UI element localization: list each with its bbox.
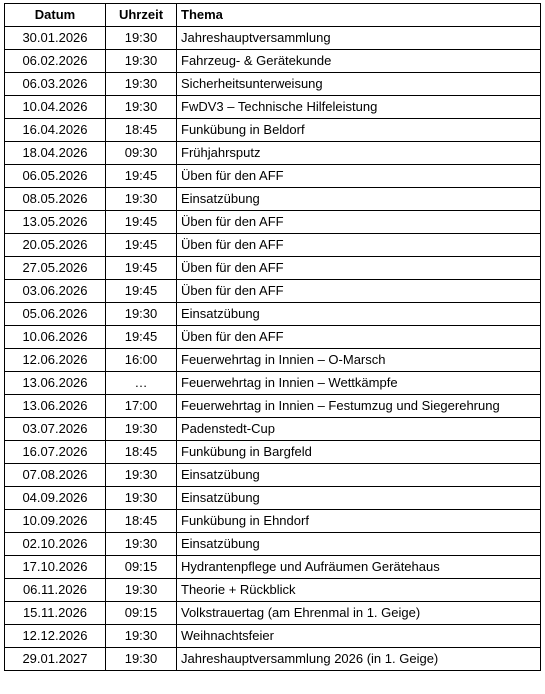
cell-date: 17.10.2026	[5, 556, 106, 579]
cell-time: 19:30	[106, 579, 177, 602]
cell-topic: Üben für den AFF	[177, 280, 541, 303]
cell-time: 19:45	[106, 211, 177, 234]
cell-date: 06.11.2026	[5, 579, 106, 602]
cell-date: 07.08.2026	[5, 464, 106, 487]
table-row	[5, 73, 541, 96]
cell-date: 04.09.2026	[5, 487, 106, 510]
table-row	[5, 119, 541, 142]
cell-topic: Funkübung in Beldorf	[177, 119, 541, 142]
table-row	[5, 142, 541, 165]
cell-time: 19:30	[106, 464, 177, 487]
cell-topic: Einsatzübung	[177, 533, 541, 556]
table-row	[5, 533, 541, 556]
cell-topic: Üben für den AFF	[177, 326, 541, 349]
table-header-row	[5, 4, 541, 27]
cell-date: 30.01.2026	[5, 27, 106, 50]
table-row	[5, 418, 541, 441]
cell-time: 19:30	[106, 533, 177, 556]
cell-topic: Jahreshauptversammlung 2026 (in 1. Geige)	[177, 648, 541, 671]
header-time: Uhrzeit	[106, 4, 177, 27]
cell-date: 16.07.2026	[5, 441, 106, 464]
cell-time: 19:30	[106, 50, 177, 73]
cell-topic: Feuerwehrtag in Innien – Festumzug und Siegerehrung	[177, 395, 541, 418]
cell-topic: Sicherheitsunterweisung	[177, 73, 541, 96]
cell-topic: Üben für den AFF	[177, 257, 541, 280]
cell-date: 06.02.2026	[5, 50, 106, 73]
cell-topic: Weihnachtsfeier	[177, 625, 541, 648]
table-row	[5, 487, 541, 510]
cell-time: 18:45	[106, 441, 177, 464]
cell-time: 19:45	[106, 326, 177, 349]
cell-topic: Funkübung in Ehndorf	[177, 510, 541, 533]
cell-time: 09:15	[106, 602, 177, 625]
table-row	[5, 556, 541, 579]
cell-topic: Frühjahrsputz	[177, 142, 541, 165]
cell-time: 19:45	[106, 165, 177, 188]
cell-date: 27.05.2026	[5, 257, 106, 280]
table-row	[5, 579, 541, 602]
table-row	[5, 625, 541, 648]
cell-topic: Padenstedt-Cup	[177, 418, 541, 441]
table-row	[5, 50, 541, 73]
cell-date: 20.05.2026	[5, 234, 106, 257]
cell-time: 19:30	[106, 27, 177, 50]
schedule-table	[4, 3, 541, 671]
cell-date: 06.03.2026	[5, 73, 106, 96]
cell-time: 18:45	[106, 119, 177, 142]
cell-topic: Üben für den AFF	[177, 211, 541, 234]
table-row	[5, 441, 541, 464]
cell-time: 19:45	[106, 234, 177, 257]
cell-time: 17:00	[106, 395, 177, 418]
cell-topic: Üben für den AFF	[177, 234, 541, 257]
cell-date: 06.05.2026	[5, 165, 106, 188]
table-row	[5, 326, 541, 349]
table-row	[5, 234, 541, 257]
cell-time: 18:45	[106, 510, 177, 533]
cell-time: 19:30	[106, 303, 177, 326]
cell-topic: Einsatzübung	[177, 464, 541, 487]
cell-topic: Einsatzübung	[177, 487, 541, 510]
cell-time: 19:30	[106, 625, 177, 648]
cell-date: 08.05.2026	[5, 188, 106, 211]
header-date: Datum	[5, 4, 106, 27]
cell-date: 02.10.2026	[5, 533, 106, 556]
table-body	[5, 27, 541, 671]
cell-date: 16.04.2026	[5, 119, 106, 142]
cell-date: 13.06.2026	[5, 372, 106, 395]
cell-date: 03.07.2026	[5, 418, 106, 441]
cell-topic: Einsatzübung	[177, 303, 541, 326]
cell-topic: Theorie + Rückblick	[177, 579, 541, 602]
cell-time: 19:30	[106, 188, 177, 211]
table-row	[5, 257, 541, 280]
cell-topic: Jahreshauptversammlung	[177, 27, 541, 50]
table-row	[5, 372, 541, 395]
cell-time: 19:30	[106, 487, 177, 510]
cell-date: 29.01.2027	[5, 648, 106, 671]
table-row	[5, 280, 541, 303]
table-row	[5, 395, 541, 418]
cell-date: 12.06.2026	[5, 349, 106, 372]
cell-time: 19:30	[106, 96, 177, 119]
cell-time: 19:45	[106, 280, 177, 303]
table-row	[5, 211, 541, 234]
table-row	[5, 648, 541, 671]
cell-topic: Fahrzeug- & Gerätekunde	[177, 50, 541, 73]
table-row	[5, 27, 541, 50]
table-row	[5, 510, 541, 533]
cell-date: 03.06.2026	[5, 280, 106, 303]
cell-time: 19:30	[106, 418, 177, 441]
cell-time: 19:30	[106, 648, 177, 671]
table-row	[5, 602, 541, 625]
cell-date: 13.06.2026	[5, 395, 106, 418]
cell-time: 19:45	[106, 257, 177, 280]
table-row	[5, 96, 541, 119]
cell-time: 16:00	[106, 349, 177, 372]
table-row	[5, 188, 541, 211]
cell-date: 10.06.2026	[5, 326, 106, 349]
cell-date: 18.04.2026	[5, 142, 106, 165]
cell-topic: Üben für den AFF	[177, 165, 541, 188]
cell-time: 09:30	[106, 142, 177, 165]
cell-topic: Hydrantenpflege und Aufräumen Gerätehaus	[177, 556, 541, 579]
cell-date: 15.11.2026	[5, 602, 106, 625]
cell-date: 10.09.2026	[5, 510, 106, 533]
cell-topic: Einsatzübung	[177, 188, 541, 211]
cell-time: …	[106, 372, 177, 395]
cell-topic: Feuerwehrtag in Innien – O-Marsch	[177, 349, 541, 372]
cell-date: 13.05.2026	[5, 211, 106, 234]
table-row	[5, 349, 541, 372]
cell-date: 12.12.2026	[5, 625, 106, 648]
cell-date: 10.04.2026	[5, 96, 106, 119]
header-topic: Thema	[177, 4, 541, 27]
cell-time: 19:30	[106, 73, 177, 96]
cell-topic: Feuerwehrtag in Innien – Wettkämpfe	[177, 372, 541, 395]
cell-topic: Funkübung in Bargfeld	[177, 441, 541, 464]
cell-time: 09:15	[106, 556, 177, 579]
table-row	[5, 464, 541, 487]
table-row	[5, 165, 541, 188]
cell-topic: FwDV3 – Technische Hilfeleistung	[177, 96, 541, 119]
table-row	[5, 303, 541, 326]
cell-date: 05.06.2026	[5, 303, 106, 326]
cell-topic: Volkstrauertag (am Ehrenmal in 1. Geige)	[177, 602, 541, 625]
